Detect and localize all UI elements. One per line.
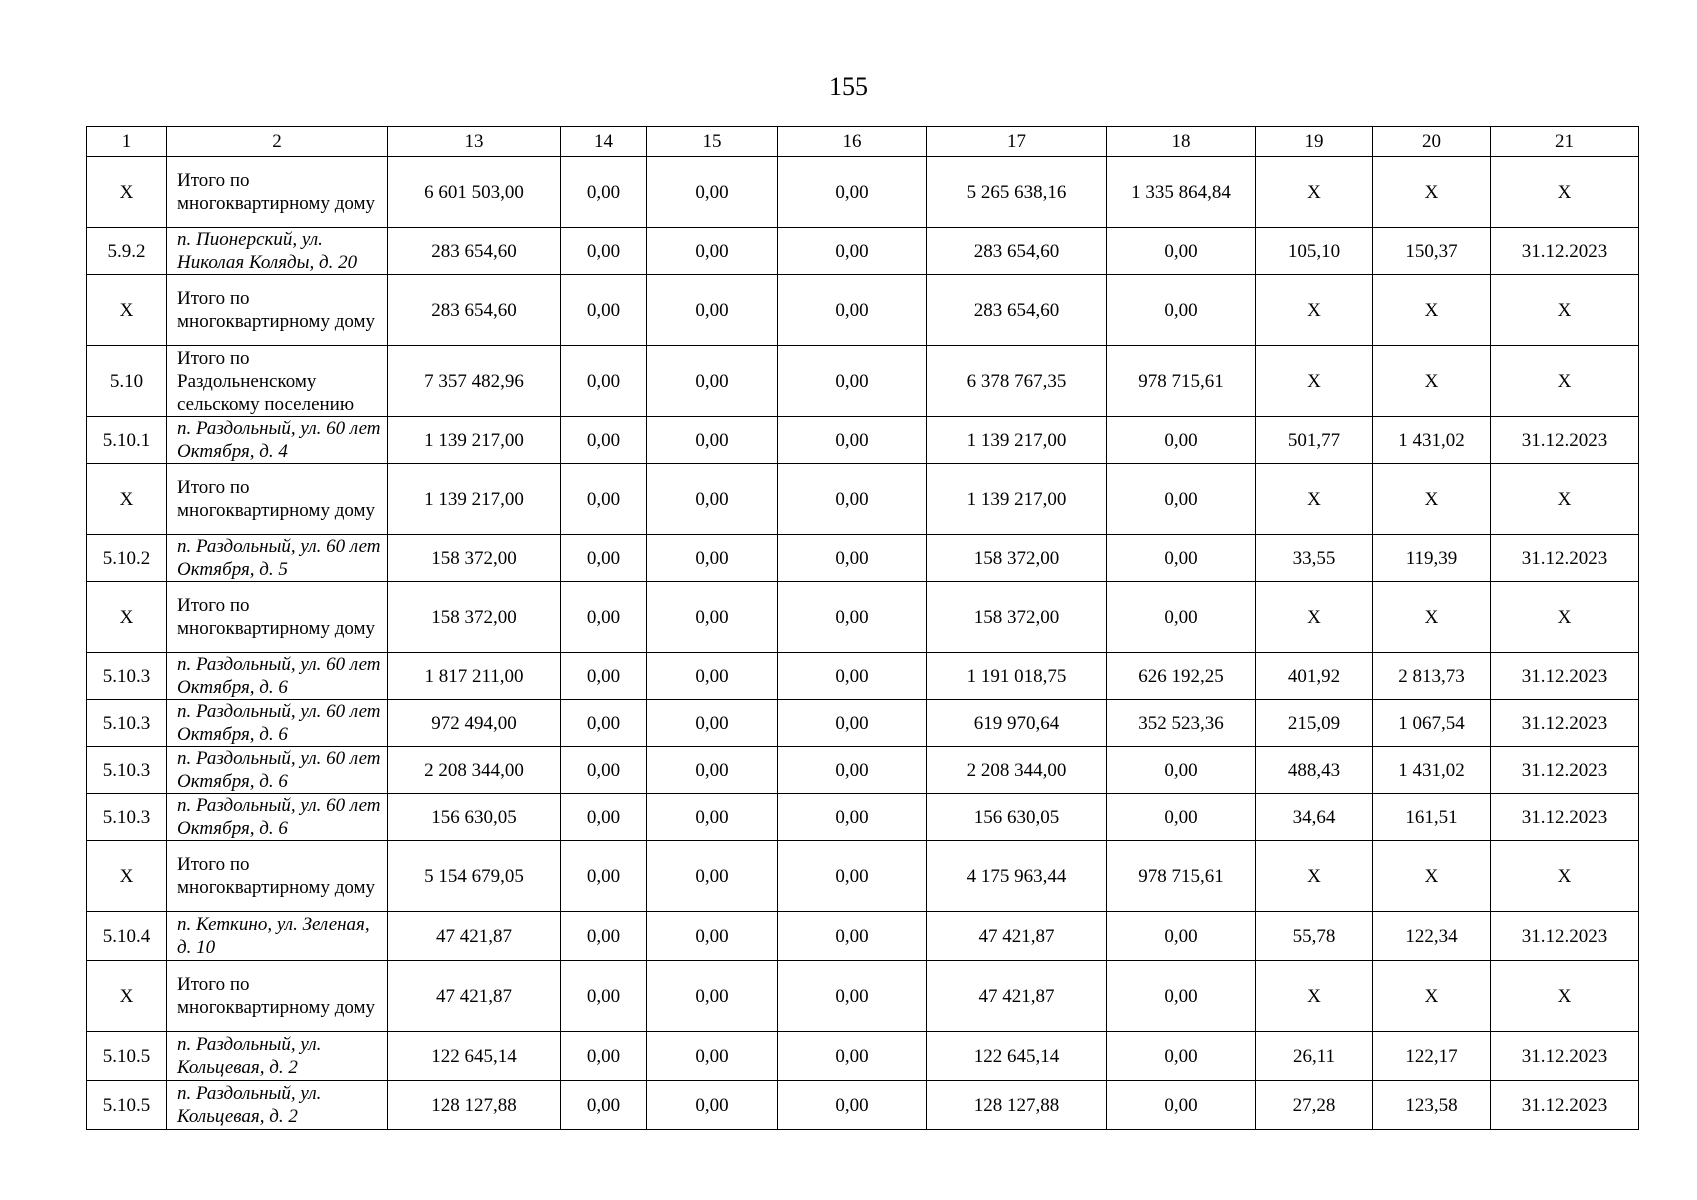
column-header: 15 bbox=[647, 127, 778, 157]
value-cell: 0,00 bbox=[1107, 228, 1256, 275]
value-cell: 0,00 bbox=[778, 228, 927, 275]
value-cell: 1 191 018,75 bbox=[927, 653, 1107, 700]
value-cell: 156 630,05 bbox=[388, 794, 561, 841]
value-cell: 1 067,54 bbox=[1373, 700, 1491, 747]
total-row bbox=[87, 464, 1639, 535]
value-cell: 0,00 bbox=[561, 228, 647, 275]
value-cell: X bbox=[1491, 841, 1639, 912]
value-cell: 31.12.2023 bbox=[1491, 228, 1639, 275]
value-cell: 0,00 bbox=[647, 275, 778, 346]
row-number-cell: 5.10.3 bbox=[87, 653, 167, 700]
row-number-cell: 5.10.3 bbox=[87, 747, 167, 794]
value-cell: 0,00 bbox=[561, 700, 647, 747]
data-table bbox=[86, 126, 1639, 1130]
value-cell: 501,77 bbox=[1256, 417, 1373, 464]
value-cell: X bbox=[1256, 157, 1373, 228]
table-row bbox=[87, 535, 1639, 582]
value-cell: 0,00 bbox=[561, 961, 647, 1032]
value-cell: 158 372,00 bbox=[927, 535, 1107, 582]
value-cell: 6 601 503,00 bbox=[388, 157, 561, 228]
value-cell: 401,92 bbox=[1256, 653, 1373, 700]
value-cell: 5 154 679,05 bbox=[388, 841, 561, 912]
value-cell: 0,00 bbox=[778, 700, 927, 747]
value-cell: 0,00 bbox=[561, 653, 647, 700]
value-cell: 0,00 bbox=[647, 157, 778, 228]
value-cell: 0,00 bbox=[1107, 464, 1256, 535]
header-row bbox=[87, 127, 1639, 157]
value-cell: 47 421,87 bbox=[388, 961, 561, 1032]
value-cell: 123,58 bbox=[1373, 1081, 1491, 1130]
value-cell: X bbox=[1373, 157, 1491, 228]
value-cell: 283 654,60 bbox=[927, 228, 1107, 275]
total-label-cell: Итого по многоквартирному дому bbox=[167, 275, 388, 346]
value-cell: 31.12.2023 bbox=[1491, 417, 1639, 464]
value-cell: 0,00 bbox=[1107, 582, 1256, 653]
row-number-cell: 5.9.2 bbox=[87, 228, 167, 275]
column-header: 14 bbox=[561, 127, 647, 157]
column-header: 19 bbox=[1256, 127, 1373, 157]
row-number-cell: 5.10.5 bbox=[87, 1081, 167, 1130]
value-cell: X bbox=[1491, 275, 1639, 346]
total-row bbox=[87, 157, 1639, 228]
value-cell: 0,00 bbox=[561, 464, 647, 535]
row-number-cell: X bbox=[87, 961, 167, 1032]
value-cell: 0,00 bbox=[778, 961, 927, 1032]
value-cell: 0,00 bbox=[778, 1032, 927, 1081]
value-cell: 2 208 344,00 bbox=[927, 747, 1107, 794]
table-row bbox=[87, 912, 1639, 961]
value-cell: 619 970,64 bbox=[927, 700, 1107, 747]
value-cell: 5 265 638,16 bbox=[927, 157, 1107, 228]
value-cell: 128 127,88 bbox=[927, 1081, 1107, 1130]
value-cell: 1 431,02 bbox=[1373, 417, 1491, 464]
page-number: 155 bbox=[829, 72, 868, 101]
value-cell: 122,34 bbox=[1373, 912, 1491, 961]
value-cell: 31.12.2023 bbox=[1491, 912, 1639, 961]
value-cell: X bbox=[1491, 961, 1639, 1032]
value-cell: 1 139 217,00 bbox=[388, 464, 561, 535]
value-cell: 0,00 bbox=[561, 535, 647, 582]
value-cell: 4 175 963,44 bbox=[927, 841, 1107, 912]
row-number-cell: 5.10.5 bbox=[87, 1032, 167, 1081]
address-cell: п. Пионерский, ул. Николая Коляды, д. 20 bbox=[167, 228, 388, 275]
value-cell: 488,43 bbox=[1256, 747, 1373, 794]
address-cell: п. Раздольный, ул. 60 лет Октября, д. 6 bbox=[167, 700, 388, 747]
total-row bbox=[87, 346, 1639, 417]
value-cell: 156 630,05 bbox=[927, 794, 1107, 841]
value-cell: 31.12.2023 bbox=[1491, 1032, 1639, 1081]
value-cell: 283 654,60 bbox=[388, 275, 561, 346]
value-cell: X bbox=[1373, 961, 1491, 1032]
value-cell: 972 494,00 bbox=[388, 700, 561, 747]
value-cell: 0,00 bbox=[647, 912, 778, 961]
value-cell: X bbox=[1256, 841, 1373, 912]
value-cell: 0,00 bbox=[1107, 912, 1256, 961]
value-cell: 0,00 bbox=[647, 841, 778, 912]
value-cell: X bbox=[1373, 841, 1491, 912]
value-cell: 128 127,88 bbox=[388, 1081, 561, 1130]
value-cell: 1 431,02 bbox=[1373, 747, 1491, 794]
value-cell: 0,00 bbox=[647, 747, 778, 794]
value-cell: 0,00 bbox=[561, 1032, 647, 1081]
value-cell: 978 715,61 bbox=[1107, 841, 1256, 912]
value-cell: 215,09 bbox=[1256, 700, 1373, 747]
total-row bbox=[87, 961, 1639, 1032]
value-cell: 0,00 bbox=[1107, 1032, 1256, 1081]
value-cell: 626 192,25 bbox=[1107, 653, 1256, 700]
value-cell: 283 654,60 bbox=[927, 275, 1107, 346]
total-label-cell: Итого по многоквартирному дому bbox=[167, 841, 388, 912]
row-number-cell: X bbox=[87, 582, 167, 653]
value-cell: 0,00 bbox=[778, 653, 927, 700]
value-cell: 0,00 bbox=[1107, 961, 1256, 1032]
row-number-cell: X bbox=[87, 464, 167, 535]
value-cell: 55,78 bbox=[1256, 912, 1373, 961]
value-cell: 0,00 bbox=[778, 841, 927, 912]
row-number-cell: 5.10.2 bbox=[87, 535, 167, 582]
table-row bbox=[87, 747, 1639, 794]
value-cell: 0,00 bbox=[647, 346, 778, 417]
value-cell: 0,00 bbox=[561, 346, 647, 417]
address-cell: п. Раздольный, ул. 60 лет Октября, д. 6 bbox=[167, 653, 388, 700]
value-cell: X bbox=[1256, 961, 1373, 1032]
row-number-cell: X bbox=[87, 275, 167, 346]
value-cell: X bbox=[1491, 464, 1639, 535]
column-header: 20 bbox=[1373, 127, 1491, 157]
address-cell: п. Раздольный, ул. 60 лет Октября, д. 5 bbox=[167, 535, 388, 582]
value-cell: 0,00 bbox=[647, 535, 778, 582]
value-cell: 0,00 bbox=[647, 1032, 778, 1081]
value-cell: 0,00 bbox=[778, 275, 927, 346]
value-cell: 122,17 bbox=[1373, 1032, 1491, 1081]
value-cell: 1 335 864,84 bbox=[1107, 157, 1256, 228]
value-cell: X bbox=[1491, 346, 1639, 417]
value-cell: 119,39 bbox=[1373, 535, 1491, 582]
value-cell: 158 372,00 bbox=[927, 582, 1107, 653]
total-label-cell: Итого по многоквартирному дому bbox=[167, 464, 388, 535]
value-cell: 0,00 bbox=[647, 653, 778, 700]
table-row bbox=[87, 1032, 1639, 1081]
value-cell: 0,00 bbox=[647, 582, 778, 653]
value-cell: 0,00 bbox=[778, 417, 927, 464]
value-cell: 31.12.2023 bbox=[1491, 535, 1639, 582]
value-cell: 0,00 bbox=[561, 747, 647, 794]
table-row bbox=[87, 794, 1639, 841]
value-cell: 352 523,36 bbox=[1107, 700, 1256, 747]
column-header: 16 bbox=[778, 127, 927, 157]
value-cell: 0,00 bbox=[778, 535, 927, 582]
value-cell: 1 139 217,00 bbox=[927, 417, 1107, 464]
row-number-cell: 5.10 bbox=[87, 346, 167, 417]
value-cell: 0,00 bbox=[561, 1081, 647, 1130]
value-cell: 0,00 bbox=[1107, 275, 1256, 346]
row-number-cell: X bbox=[87, 841, 167, 912]
value-cell: 0,00 bbox=[778, 582, 927, 653]
address-cell: п. Раздольный, ул. Кольцевая, д. 2 bbox=[167, 1081, 388, 1130]
column-header: 17 bbox=[927, 127, 1107, 157]
row-number-cell: 5.10.4 bbox=[87, 912, 167, 961]
table-row bbox=[87, 417, 1639, 464]
value-cell: 0,00 bbox=[647, 1081, 778, 1130]
value-cell: 0,00 bbox=[647, 961, 778, 1032]
value-cell: 1 817 211,00 bbox=[388, 653, 561, 700]
total-label-cell: Итого по многоквартирному дому bbox=[167, 961, 388, 1032]
total-row bbox=[87, 841, 1639, 912]
total-row bbox=[87, 275, 1639, 346]
value-cell: 47 421,87 bbox=[927, 961, 1107, 1032]
address-cell: п. Раздольный, ул. 60 лет Октября, д. 6 bbox=[167, 794, 388, 841]
row-number-cell: 5.10.3 bbox=[87, 794, 167, 841]
value-cell: 0,00 bbox=[561, 417, 647, 464]
table-row bbox=[87, 700, 1639, 747]
value-cell: 0,00 bbox=[561, 157, 647, 228]
column-header: 18 bbox=[1107, 127, 1256, 157]
value-cell: 0,00 bbox=[647, 700, 778, 747]
column-header: 21 bbox=[1491, 127, 1639, 157]
value-cell: 31.12.2023 bbox=[1491, 700, 1639, 747]
value-cell: 34,64 bbox=[1256, 794, 1373, 841]
value-cell: 122 645,14 bbox=[927, 1032, 1107, 1081]
value-cell: 0,00 bbox=[1107, 794, 1256, 841]
row-number-cell: 5.10.3 bbox=[87, 700, 167, 747]
value-cell: X bbox=[1373, 582, 1491, 653]
value-cell: 0,00 bbox=[647, 794, 778, 841]
value-cell: 27,28 bbox=[1256, 1081, 1373, 1130]
row-number-cell: X bbox=[87, 157, 167, 228]
column-header: 1 bbox=[87, 127, 167, 157]
column-header: 13 bbox=[388, 127, 561, 157]
value-cell: 0,00 bbox=[561, 912, 647, 961]
value-cell: 33,55 bbox=[1256, 535, 1373, 582]
value-cell: 47 421,87 bbox=[388, 912, 561, 961]
column-header: 2 bbox=[167, 127, 388, 157]
value-cell: X bbox=[1373, 275, 1491, 346]
value-cell: 6 378 767,35 bbox=[927, 346, 1107, 417]
value-cell: 31.12.2023 bbox=[1491, 1081, 1639, 1130]
value-cell: 161,51 bbox=[1373, 794, 1491, 841]
value-cell: 978 715,61 bbox=[1107, 346, 1256, 417]
value-cell: 2 208 344,00 bbox=[388, 747, 561, 794]
value-cell: 0,00 bbox=[561, 275, 647, 346]
value-cell: 158 372,00 bbox=[388, 582, 561, 653]
value-cell: 31.12.2023 bbox=[1491, 794, 1639, 841]
value-cell: 0,00 bbox=[561, 582, 647, 653]
value-cell: 0,00 bbox=[647, 228, 778, 275]
address-cell: п. Раздольный, ул. Кольцевая, д. 2 bbox=[167, 1032, 388, 1081]
value-cell: 7 357 482,96 bbox=[388, 346, 561, 417]
value-cell: 0,00 bbox=[1107, 1081, 1256, 1130]
row-number-cell: 5.10.1 bbox=[87, 417, 167, 464]
value-cell: 0,00 bbox=[1107, 747, 1256, 794]
address-cell: п. Кеткино, ул. Зеленая, д. 10 bbox=[167, 912, 388, 961]
value-cell: X bbox=[1256, 275, 1373, 346]
value-cell: 2 813,73 bbox=[1373, 653, 1491, 700]
total-label-cell: Итого по многоквартирному дому bbox=[167, 157, 388, 228]
value-cell: 0,00 bbox=[778, 912, 927, 961]
total-label-cell: Итого по Раздольненскому сельскому поселению bbox=[167, 346, 388, 417]
value-cell: 150,37 bbox=[1373, 228, 1491, 275]
value-cell: 0,00 bbox=[561, 841, 647, 912]
table-row bbox=[87, 653, 1639, 700]
value-cell: 1 139 217,00 bbox=[927, 464, 1107, 535]
value-cell: 1 139 217,00 bbox=[388, 417, 561, 464]
value-cell: 0,00 bbox=[778, 346, 927, 417]
value-cell: X bbox=[1256, 582, 1373, 653]
value-cell: X bbox=[1256, 464, 1373, 535]
value-cell: 31.12.2023 bbox=[1491, 653, 1639, 700]
total-label-cell: Итого по многоквартирному дому bbox=[167, 582, 388, 653]
table-body bbox=[87, 157, 1639, 1130]
value-cell: 0,00 bbox=[778, 1081, 927, 1130]
value-cell: 0,00 bbox=[647, 417, 778, 464]
value-cell: 0,00 bbox=[778, 747, 927, 794]
table-row bbox=[87, 1081, 1639, 1130]
value-cell: X bbox=[1491, 582, 1639, 653]
value-cell: 0,00 bbox=[778, 464, 927, 535]
value-cell: 158 372,00 bbox=[388, 535, 561, 582]
value-cell: X bbox=[1491, 157, 1639, 228]
value-cell: 283 654,60 bbox=[388, 228, 561, 275]
value-cell: 0,00 bbox=[778, 157, 927, 228]
value-cell: 105,10 bbox=[1256, 228, 1373, 275]
table-row bbox=[87, 228, 1639, 275]
value-cell: 0,00 bbox=[647, 464, 778, 535]
total-row bbox=[87, 582, 1639, 653]
value-cell: 31.12.2023 bbox=[1491, 747, 1639, 794]
value-cell: 0,00 bbox=[778, 794, 927, 841]
value-cell: 122 645,14 bbox=[388, 1032, 561, 1081]
value-cell: X bbox=[1256, 346, 1373, 417]
value-cell: 0,00 bbox=[561, 794, 647, 841]
value-cell: 47 421,87 bbox=[927, 912, 1107, 961]
value-cell: 26,11 bbox=[1256, 1032, 1373, 1081]
value-cell: 0,00 bbox=[1107, 535, 1256, 582]
address-cell: п. Раздольный, ул. 60 лет Октября, д. 4 bbox=[167, 417, 388, 464]
value-cell: 0,00 bbox=[1107, 417, 1256, 464]
address-cell: п. Раздольный, ул. 60 лет Октября, д. 6 bbox=[167, 747, 388, 794]
value-cell: X bbox=[1373, 464, 1491, 535]
value-cell: X bbox=[1373, 346, 1491, 417]
